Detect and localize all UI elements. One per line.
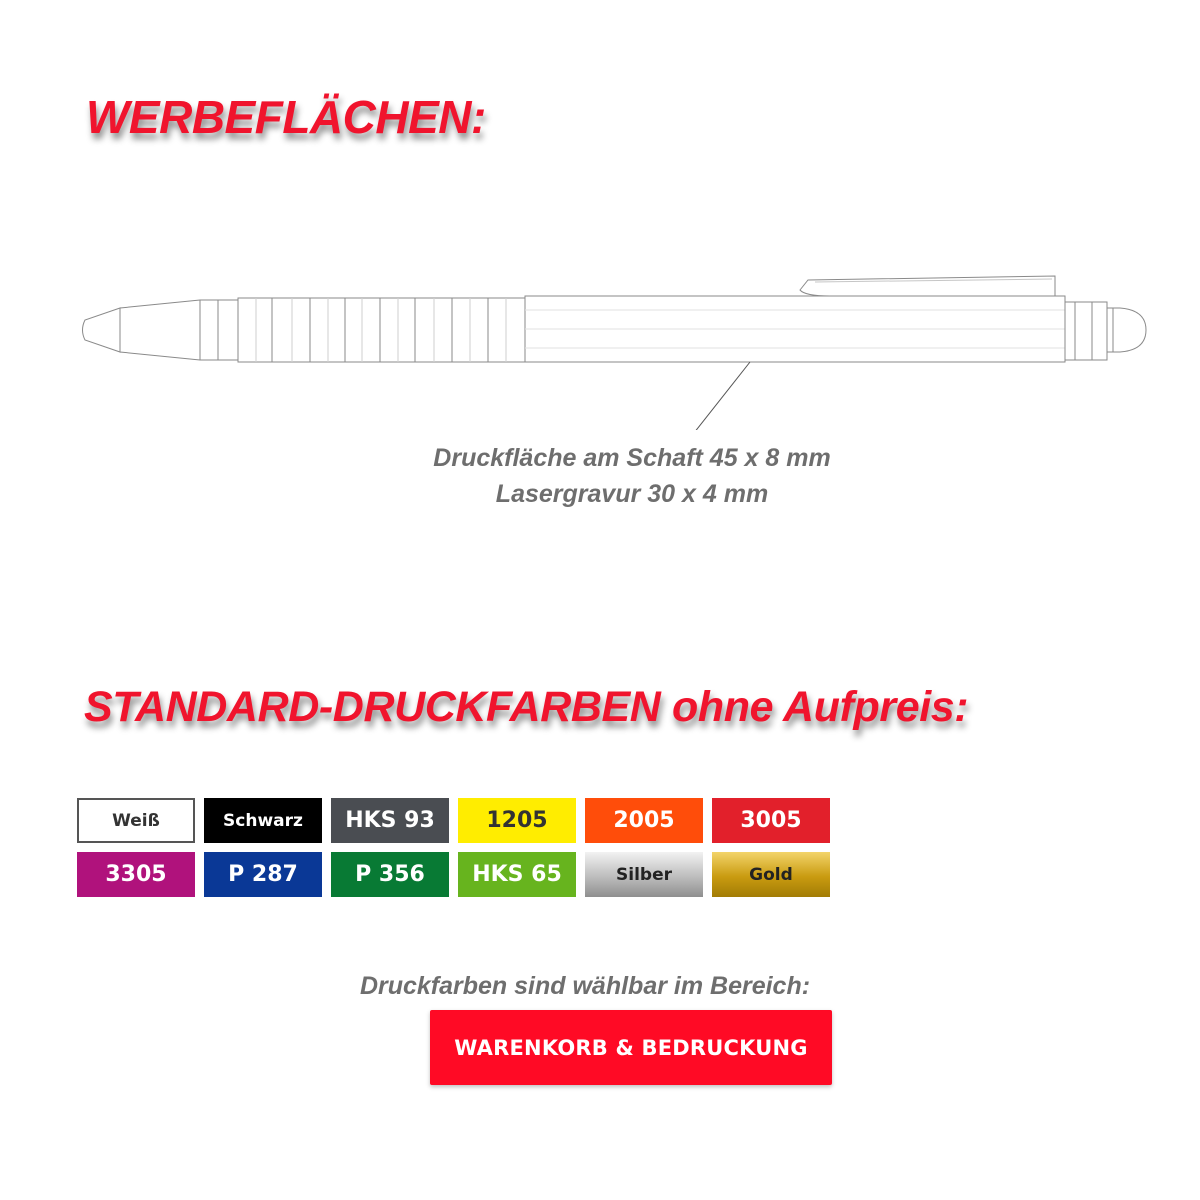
print-colors-note: Druckfarben sind wählbar im Bereich: <box>359 972 811 1000</box>
color-swatch: 2005 <box>585 798 703 843</box>
color-swatch: Weiß <box>77 798 195 843</box>
pen-cone <box>120 300 238 360</box>
laser-engraving-caption: Lasergravur 30 x 4 mm <box>495 480 769 508</box>
pen-grip <box>238 298 525 362</box>
pen-illustration <box>0 250 1200 430</box>
color-swatch: Silber <box>585 852 703 897</box>
print-area-caption: Druckfläche am Schaft 45 x 8 mm <box>433 444 831 472</box>
pen-end-ring <box>1065 302 1107 360</box>
color-swatch: P 356 <box>331 852 449 897</box>
color-swatch: 3005 <box>712 798 830 843</box>
color-swatch: Schwarz <box>204 798 322 843</box>
pointer-line <box>690 362 750 430</box>
color-swatch: HKS 93 <box>331 798 449 843</box>
color-swatch-grid <box>77 798 830 897</box>
color-swatch: 3305 <box>77 852 195 897</box>
cart-and-printing-button[interactable]: WARENKORB & BEDRUCKUNG <box>430 1010 832 1085</box>
color-swatch: HKS 65 <box>458 852 576 897</box>
heading-werbeflaechen: WERBEFLÄCHEN: <box>86 91 486 143</box>
heading-druckfarben: STANDARD-DRUCKFARBEN ohne Aufpreis: <box>84 683 969 731</box>
color-swatch: 1205 <box>458 798 576 843</box>
color-swatch: P 287 <box>204 852 322 897</box>
color-swatch: Gold <box>712 852 830 897</box>
pen-tip <box>83 308 121 352</box>
